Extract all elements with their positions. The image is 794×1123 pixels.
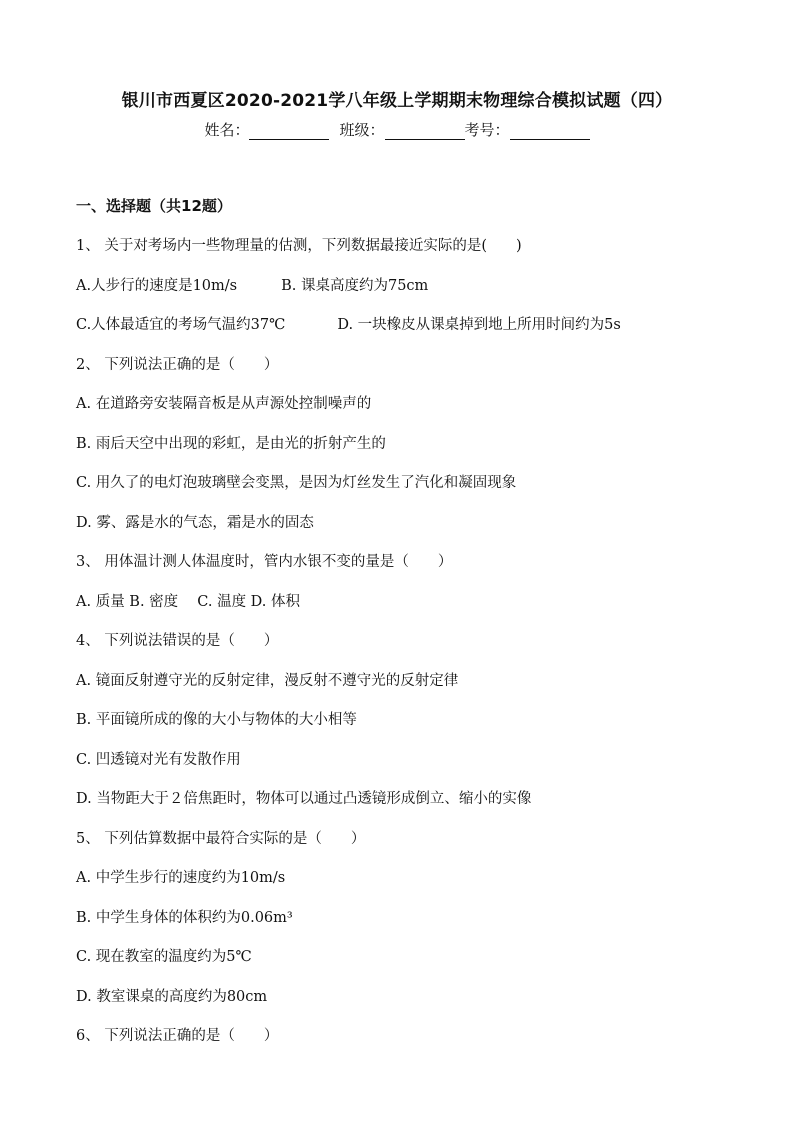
question-2-stem: 2、 下列说法正确的是（ ） bbox=[76, 357, 279, 373]
question-5-option-d: D. 教室课桌的高度约为80cm bbox=[76, 989, 268, 1005]
question-5-stem: 5、 下列估算数据中最符合实际的是（ ） bbox=[76, 831, 366, 847]
exam-no-label: 考号： bbox=[464, 121, 510, 139]
question-2-option-d: D. 雾、露是水的气态，霜是水的固态 bbox=[76, 515, 314, 531]
question-4-option-a: A. 镜面反射遵守光的反射定律，漫反射不遵守光的反射定律 bbox=[76, 673, 459, 689]
name-blank[interactable] bbox=[249, 123, 329, 140]
question-4-option-b: B. 平面镜所成的像的大小与物体的大小相等 bbox=[76, 712, 357, 728]
exam-title: 银川市西夏区2020-2021学八年级上学期期末物理综合模拟试题（四） bbox=[121, 91, 673, 111]
question-5-option-b: B. 中学生身体的体积约为0.06m³ bbox=[76, 910, 293, 926]
exam-no-blank[interactable] bbox=[510, 123, 590, 140]
name-label: 姓名： bbox=[204, 121, 250, 139]
class-blank[interactable] bbox=[385, 123, 465, 140]
question-4-option-c: C. 凹透镜对光有发散作用 bbox=[76, 752, 241, 768]
section-heading: 一、选择题（共12题） bbox=[76, 197, 232, 215]
question-1-options-row-1 bbox=[76, 274, 428, 295]
question-4-stem: 4、 下列说法错误的是（ ） bbox=[76, 633, 279, 649]
option-a: A.人步行的速度是10m/s bbox=[76, 278, 238, 294]
question-2-option-a: A. 在道路旁安装隔音板是从声源处控制噪声的 bbox=[76, 396, 372, 412]
question-4-option-d: D. 当物距大于２倍焦距时，物体可以通过凸透镜形成倒立、缩小的实像 bbox=[76, 791, 532, 807]
question-3-stem: 3、 用体温计测人体温度时，管内水银不变的量是（ ） bbox=[76, 554, 453, 570]
class-label: 班级： bbox=[339, 121, 385, 139]
question-2-option-b: B. 雨后天空中出现的彩虹，是由光的折射产生的 bbox=[76, 436, 386, 452]
question-6-stem: 6、 下列说法正确的是（ ） bbox=[76, 1028, 279, 1044]
question-1-stem: 1、 关于对考场内一些物理量的估测，下列数据最接近实际的是( ) bbox=[76, 238, 522, 254]
option-c: C.人体最适宜的考场气温约37℃ bbox=[76, 317, 286, 333]
option-b: B. 课桌高度约为75cm bbox=[281, 278, 429, 294]
question-3-options: A. 质量 B. 密度 C. 温度 D. 体积 bbox=[76, 594, 301, 610]
question-2-option-c: C. 用久了的电灯泡玻璃壁会变黑，是因为灯丝发生了汽化和凝固现象 bbox=[76, 475, 517, 491]
question-5-option-c: C. 现在教室的温度约为5℃ bbox=[76, 949, 252, 965]
question-1-options-row-2 bbox=[76, 313, 621, 334]
student-info-line bbox=[0, 119, 794, 140]
option-d: D. 一块橡皮从课桌掉到地上所用时间约为5s bbox=[337, 317, 621, 333]
question-5-option-a: A. 中学生步行的速度约为10m/s bbox=[76, 870, 286, 886]
